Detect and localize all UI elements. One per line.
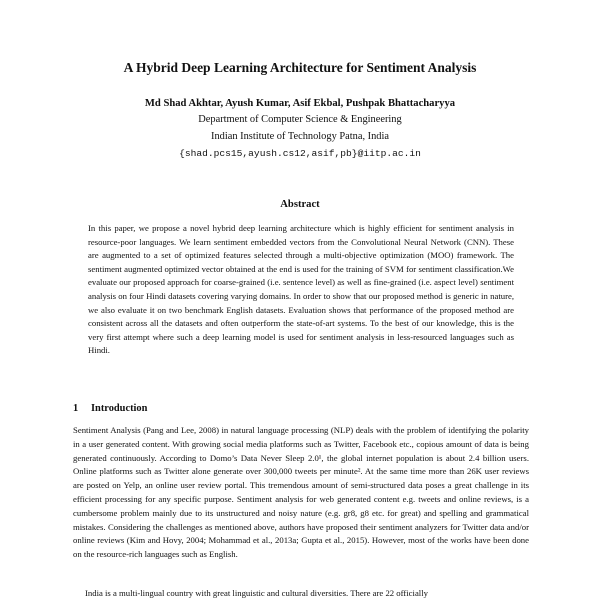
affiliation-institute: Indian Institute of Technology Patna, India	[211, 131, 389, 142]
abstract-body: In this paper, we propose a novel hybrid deep learning architecture which is highly efficient for sentiment analysis in resource-poor languages. We learn sentiment embedded vectors from the Convolutional Neural Network (CNN). These are augmented to a set of optimized features selected through a multi-objective optimization (MOO) framework. The sentiment augmented optimized vector obtained at the end is used for the training of SVM for sentiment classification.We evaluate our proposed approach for coarse-grained (i.e. sentence level) as well as fine-grained (i.e. aspect level) sentiment analysis on four Hindi datasets covering varying domains. In order to show that our proposed method is generic in nature, we also evaluate it on two benchmark English datasets. Evaluation shows that performance of the proposed method are consistent across all the datasets and often outperform the state-of-art systems. To the best of our knowledge, this is the very first attempt where such a deep learning model is used for sentiment analysis in less-resourced languages such as Hindi.	[88, 223, 514, 356]
paper-title: A Hybrid Deep Learning Architecture for Sentiment Analysis	[123, 60, 477, 75]
author-emails: {shad.pcs15,ayush.cs12,asif,pb}@iitp.ac.in	[179, 148, 421, 159]
section-number: 1	[73, 403, 79, 414]
introduction-paragraph-2: India is a multi-lingual country with great linguistic and cultural diversities. There are 22 officially	[85, 588, 428, 598]
section-heading-introduction	[73, 403, 147, 414]
author-list: Md Shad Akhtar, Ayush Kumar, Asif Ekbal, Pushpak Bhattacharyya	[144, 98, 456, 109]
section-title: Introduction	[91, 403, 148, 414]
affiliation-department: Department of Computer Science & Engineering	[198, 114, 402, 125]
introduction-paragraph-1: Sentiment Analysis (Pang and Lee, 2008) in natural language processing (NLP) deals with the problem of identifying the polarity in a user generated content. With growing social media platforms such as Twitter, Facebook etc., copious amount of data is being generated continuously. According to Domo’s Data Never Sleep 2.0¹, the global internet population is about 2.4 billion users. Online platforms such as Twitter alone generate over 300,000 tweets per minute². At the same time more than 26K user reviews are posted on Yelp, an online user review portal. This tremendous amount of semi-structured data poses a great challenge in its efficient processing for any specific purpose. Sentiment analysis for web generated content e.g. tweets and online reviews, is a cumbersome problem mainly due to its unstructured and noisy nature (e.g. gr8, g8 etc. for great) and spelling and grammatical mistakes. Considering the challenges as mentioned above, authors have proposed their sentiment analyzers for Twitter data and/or online reviews (Kim and Hovy, 2004; Mohammad et al., 2013a; Gupta et al., 2015). However, most of the works have been done on the resource-rich languages such as English.	[73, 425, 529, 560]
abstract-heading: Abstract	[280, 199, 320, 210]
